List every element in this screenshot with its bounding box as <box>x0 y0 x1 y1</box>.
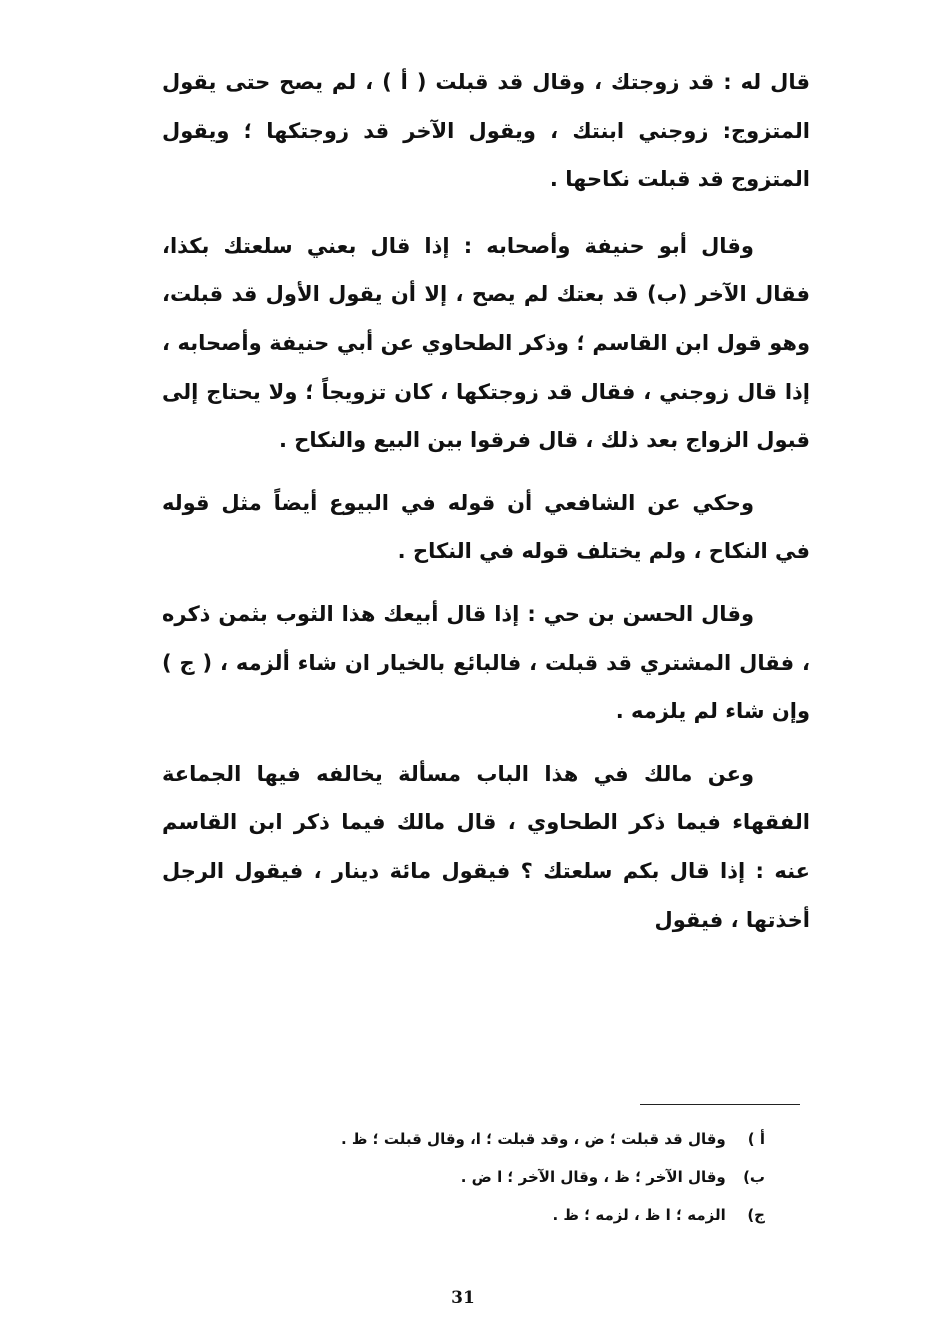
footnote-text: الزمه ؛ ا ظ ، لزمه ؛ ظ . <box>552 1206 726 1224</box>
footnote-text: وقال قد قبلت ؛ ض ، وقد قبلت ؛ ا، وقال قبلت ؛ ظ . <box>340 1130 726 1148</box>
paragraph-5: وعن مالك في هذا الباب مسألة يخالفه فيها الجماعة الفقهاء فيما ذكر الطحاوي ، قال مالك فيما ذكر ابن القاسم عنه : إذا قال بكم سلعتك ؟ فيقول مائة دينار ، فيقول الرجل أخذتها ، فيقول <box>162 761 810 932</box>
footnote-c <box>255 1196 765 1234</box>
footnote-a <box>255 1120 765 1158</box>
footnote-text: وقال الآخر ؛ ظ ، وقال الآخر ؛ ا ض . <box>460 1168 726 1186</box>
paragraph-4: وقال الحسن بن حي : إذا قال أبيعك هذا الثوب بثمن ذكره ، فقال المشتري قد قبلت ، فالبائع بالخيار ان شاء ألزمه ، ( ج ) وإن شاء لم يلزمه . <box>162 601 810 724</box>
footnote-mark: ب) <box>743 1168 765 1186</box>
footnotes <box>255 1120 765 1234</box>
footnote-divider <box>640 1104 800 1105</box>
paragraph-3: وحكي عن الشافعي أن قوله في البيوع أيضاً مثل قوله في النكاح ، ولم يختلف قوله في النكاح . <box>162 490 810 564</box>
footnote-mark: أ ) <box>747 1130 765 1148</box>
paragraph-1: قال له : قد زوجتك ، وقال قد قبلت ( أ ) ، لم يصح حتى يقول المتزوج: زوجني ابنتك ، ويقول الآخر قد زوجتكها ؛ ويقول المتزوج قد قبلت نكاحها . <box>162 70 810 192</box>
footnote-b <box>255 1158 765 1196</box>
paragraph-2: وقال أبو حنيفة وأصحابه : إذا قال بعني سلعتك بكذا، فقال الآخر (ب) قد بعتك لم يصح ، إلا أن يقول الأول قد قبلت، وهو قول ابن القاسم ؛ وذكر الطحاوي عن أبي حنيفة وأصحابه ، إذا قال زوجني ، فقال قد زوجتكها ، كان تزويجاً ؛ ولا يحتاج إلى قبول الزواج بعد ذلك ، قال فرقوا بين البيع والنكاح . <box>162 233 810 453</box>
footnote-mark: ج) <box>747 1206 765 1224</box>
main-text <box>162 58 810 958</box>
page-number: 31 <box>451 1288 475 1308</box>
